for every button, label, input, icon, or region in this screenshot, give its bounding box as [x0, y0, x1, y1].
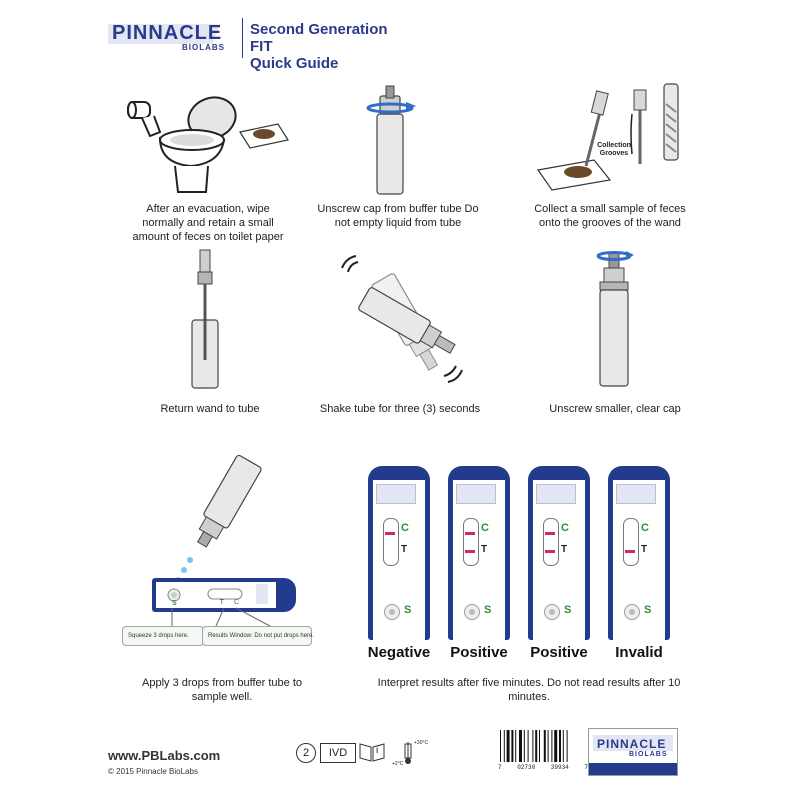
sample-well-center	[629, 609, 635, 615]
cassette-logo-icon	[256, 584, 268, 604]
strip-letter-t: T	[641, 544, 648, 555]
title-line-2: Quick Guide	[250, 55, 339, 72]
strip-letter-t: T	[481, 544, 488, 555]
sample-well-icon	[384, 604, 400, 620]
ivd-icon	[320, 743, 356, 763]
copyright: © 2015 Pinnacle BioLabs	[108, 767, 198, 776]
barcode-bar	[535, 730, 537, 762]
results-window	[463, 518, 479, 566]
barcode-bar	[539, 730, 540, 762]
control-line	[545, 532, 555, 535]
results-window	[623, 518, 639, 566]
barcode	[498, 730, 588, 774]
barcode-bar	[551, 730, 552, 762]
test-line	[465, 550, 475, 553]
sample-well-icon	[544, 604, 560, 620]
result-label: Negative	[367, 644, 431, 661]
barcode-digit-group: 02730	[517, 764, 536, 771]
barcode-bar	[524, 730, 525, 762]
tray-with-feces-icon	[538, 160, 610, 190]
barcode-bar	[519, 730, 522, 762]
test-line	[625, 550, 635, 553]
barcode-digits	[498, 764, 588, 771]
sample-well-callout: Squeeze 3 drops here.	[122, 626, 204, 646]
barcode-bar	[511, 730, 513, 762]
single-use-label: 2	[302, 747, 310, 759]
results-window-icon	[208, 589, 242, 599]
control-line	[465, 532, 475, 535]
tube-grooves-icon	[664, 84, 678, 160]
barcode-bar	[507, 730, 510, 762]
footer-logo	[588, 728, 678, 776]
strip-face	[533, 480, 585, 640]
sample-well-icon	[464, 604, 480, 620]
cassette-letter-c: C	[234, 599, 240, 606]
logo	[108, 22, 236, 54]
barcode-bar	[544, 730, 546, 762]
footer-logo-subtext: BIOLABS	[629, 751, 668, 758]
temperature-icon	[392, 740, 452, 768]
sample-well-center	[389, 609, 395, 615]
strip-logo-icon	[616, 484, 656, 504]
result-strip	[368, 466, 430, 640]
page-title	[250, 21, 398, 72]
step-6-illustration	[586, 248, 646, 390]
step-5-illustration	[338, 252, 478, 388]
barcode-digit-group: 7	[584, 764, 588, 771]
test-line	[545, 550, 555, 553]
step-3-caption: Collect a small sample of feces onto the grooves of the wand	[534, 203, 686, 229]
collection-grooves-label: Collection Grooves	[597, 142, 631, 157]
tube-clear-cap-icon	[600, 252, 628, 386]
barcode-bar	[559, 730, 561, 762]
result-strip	[448, 466, 510, 640]
sample-well-icon	[624, 604, 640, 620]
step-3-illustration	[534, 84, 694, 194]
cassette-letter-s: S	[172, 600, 177, 607]
buffer-tube-icon	[377, 86, 403, 194]
strip-letter-s: S	[404, 604, 412, 616]
instructions-book-icon	[358, 742, 386, 762]
temp-high-label: +30°C	[414, 740, 429, 746]
strip-logo-icon	[376, 484, 416, 504]
step-4-caption: Return wand to tube	[160, 403, 260, 415]
dropper-tube-icon	[190, 454, 262, 551]
strip-logo-icon	[456, 484, 496, 504]
header-divider	[242, 18, 243, 58]
logo-text: PINNACLE	[112, 22, 223, 44]
info-label: i	[376, 745, 379, 756]
step-2-illustration	[360, 86, 430, 198]
strip-letter-t: T	[401, 544, 408, 555]
toilet-icon	[160, 91, 241, 192]
results-window-callout: Results Window: Do not put drops here.	[202, 626, 312, 646]
logo-subtext: BIOLABS	[182, 43, 225, 52]
barcode-bar	[532, 730, 533, 762]
barcode-bar	[548, 730, 549, 762]
result-label: Positive	[530, 644, 588, 661]
result-strip	[528, 466, 590, 640]
strip-letter-c: C	[641, 522, 649, 534]
result-label: Positive	[450, 644, 508, 661]
strip-letter-s: S	[484, 604, 492, 616]
title-line-1: Second Generation FIT	[250, 21, 388, 55]
results-window	[383, 518, 399, 566]
footer-logo-bar	[589, 763, 677, 775]
barcode-digit-group: 39934	[550, 764, 569, 771]
strip-letter-c: C	[561, 522, 569, 534]
step-5-caption: Shake tube for three (3) seconds	[319, 403, 481, 415]
barcode-bar	[563, 730, 564, 762]
barcode-bar	[504, 730, 505, 762]
footer-logo-text: PINNACLE	[597, 737, 667, 751]
step-7-caption: Apply 3 drops from buffer tube to sample well.	[142, 677, 302, 703]
strip-letter-t: T	[561, 544, 568, 555]
toilet-paper-icon	[128, 102, 160, 136]
strip-face	[453, 480, 505, 640]
barcode-bar	[515, 730, 516, 762]
strip-letter-c: C	[401, 522, 409, 534]
step-4-illustration	[186, 250, 236, 390]
paper-with-feces-icon	[240, 124, 288, 148]
strip-face	[613, 480, 665, 640]
website[interactable]: www.PBLabs.com	[108, 748, 221, 763]
barcode-bar	[567, 730, 568, 762]
barcode-bar	[528, 730, 529, 762]
results-window	[543, 518, 559, 566]
strip-face	[373, 480, 425, 640]
strip-letter-s: S	[564, 604, 572, 616]
result-label: Invalid	[615, 644, 663, 661]
barcode-icon	[498, 730, 588, 764]
strip-letter-s: S	[644, 604, 652, 616]
temp-low-label: +2°C	[392, 761, 404, 767]
barcode-bar	[554, 730, 557, 762]
cassette-letter-t: T	[220, 600, 224, 606]
sample-well-center	[549, 609, 555, 615]
barcode-digit-group: 7	[498, 764, 502, 771]
ivd-label: IVD	[328, 747, 348, 759]
result-strip	[608, 466, 670, 640]
step-1-caption: After an evacuation, wipe normally and retain a small amount of feces on toilet paper	[132, 203, 284, 243]
strip-letter-c: C	[481, 522, 489, 534]
step-2-caption: Unscrew cap from buffer tube Do not empty liquid from tube	[317, 203, 479, 229]
sample-well-center	[469, 609, 475, 615]
regulatory-symbols	[296, 740, 466, 770]
step-6-caption: Unscrew smaller, clear cap	[549, 403, 681, 415]
barcode-bar	[500, 730, 501, 762]
single-use-icon	[296, 743, 316, 763]
control-line	[385, 532, 395, 535]
header	[108, 18, 398, 72]
strip-logo-icon	[536, 484, 576, 504]
interpret-note: Interpret results after five minutes. Do not read results after 10 minutes.	[377, 677, 681, 703]
tube-with-wand-icon	[192, 250, 218, 388]
step-1-illustration	[120, 88, 290, 198]
